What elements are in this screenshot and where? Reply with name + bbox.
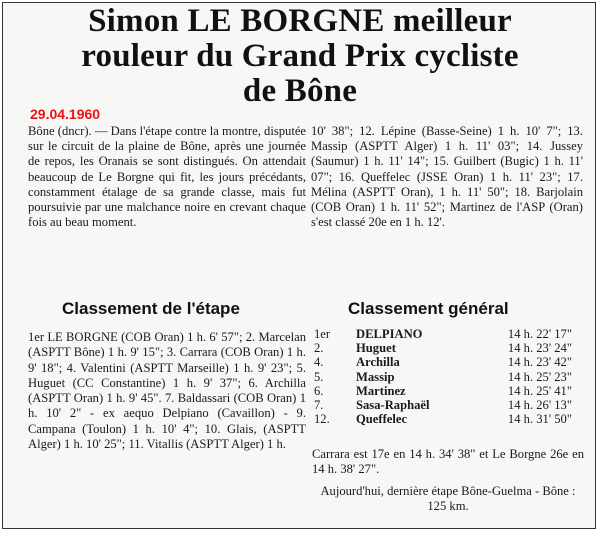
headline-line-3: de Bône <box>242 73 358 109</box>
general-time: 14 h. 31' 50" <box>507 412 572 427</box>
general-rank: 6. <box>314 383 324 398</box>
general-time: 14 h. 25' 41" <box>507 383 572 398</box>
general-rank: 5. <box>314 369 324 384</box>
publication-date: 29.04.1960 <box>30 106 101 122</box>
general-rank: 4. <box>314 355 324 370</box>
general-rank: 1er <box>314 327 331 341</box>
general-time: 14 h. 23' 24" <box>507 341 572 356</box>
general-ranking-table <box>312 327 584 426</box>
general-ranking-note: Carrara est 17e en 14 h. 34' 38" et Le Borgne 26e en 14 h. 38' 27". <box>312 447 584 476</box>
general-time: 14 h. 23' 42" <box>507 355 572 370</box>
next-stage-note: Aujourd'hui, dernière étape Bône-Guelma - Bône : 125 km. <box>320 484 576 513</box>
intro-text-right: 10' 38"; 12. Lépine (Basse-Seine) 1 h. 10' 7"; 13. Massip (ASPTT Alger) 1 h. 11' 03"; 14. Jussey (Saumur) 1 h. 11' 14"; 15. Guilbert (Bugic) 1 h. 11' 07"; 16. Queffelec (JSSE Oran) 1 h. 11' 23"; 17. Mélina (ASPTT Oran), 1 h. 11' 50"; 18. Barjolain (COB Oran) 1 h. 11' 52"; Martinez de l'ASP (Oran) s'est classé 20e en 1 h. 12'. <box>311 124 583 230</box>
stage-ranking-title: Classement de l'étape <box>62 299 240 318</box>
general-time: 14 h. 22' 17" <box>507 327 572 341</box>
general-rider: Massip <box>356 369 395 384</box>
general-time: 14 h. 25' 23" <box>507 369 572 384</box>
article-headline <box>0 4 600 109</box>
intro-paragraph-left <box>28 124 306 230</box>
general-rider: Archilla <box>356 355 400 370</box>
general-rank: 12. <box>314 412 330 427</box>
general-row <box>312 370 584 384</box>
headline-line-1: Simon LE BORGNE meilleur <box>88 3 512 39</box>
general-ranking-title: Classement général <box>348 299 509 318</box>
general-rank: 7. <box>314 398 324 413</box>
general-rider: DELPIANO <box>356 327 423 341</box>
intro-text-left: Bône (dncr). — Dans l'étape contre la montre, disputée sur le circuit de la plaine de Bône, après une journée de repos, les Oranais se sont distingués. On attendait beaucoup de Le Borgne qui fit, les jours précédants, constamment étalage de sa grande classe, mais fut poursuivie par une malchance noire en crevant chaque fois au beau moment. <box>28 124 306 230</box>
general-row <box>312 384 584 398</box>
intro-paragraph-right <box>311 124 583 230</box>
general-row <box>312 341 584 355</box>
general-rider: Queffelec <box>356 412 408 427</box>
general-rider: Huguet <box>356 341 396 356</box>
general-row <box>312 355 584 369</box>
general-rider: Martinez <box>356 383 406 398</box>
stage-ranking-text: 1er LE BORGNE (COB Oran) 1 h. 6' 57"; 2. Marcelan (ASPTT Bône) 1 h. 9' 15"; 3. Carrara (COB Oran) 1 h. 9' 18"; 4. Valentini (ASPTT Marseille) 1 h. 9' 23"; 5. Huguet (CC Constantine) 1 h. 9' 37"; 6. Archilla (ASPTT Oran) 1 h. 9' 45". 7. Baldassari (COB Oran) 1 h. 10' 2" - ex aequo Delpiano (Cavaillon) - 9. Campana (Toulon) 1 h. 10' 4"; 10. Glais, (ASPTT Alger) 1 h. 10' 25"; 11. Vitallis (ASPTT Alger) 1 h. <box>28 330 306 452</box>
headline-line-2: rouleur du Grand Prix cycliste <box>81 38 519 74</box>
general-rider: Sasa-Raphaël <box>356 398 430 413</box>
general-rank: 2. <box>314 341 324 356</box>
general-row <box>312 327 584 341</box>
general-row <box>312 398 584 412</box>
general-row <box>312 412 584 426</box>
general-time: 14 h. 26' 13" <box>507 398 572 413</box>
